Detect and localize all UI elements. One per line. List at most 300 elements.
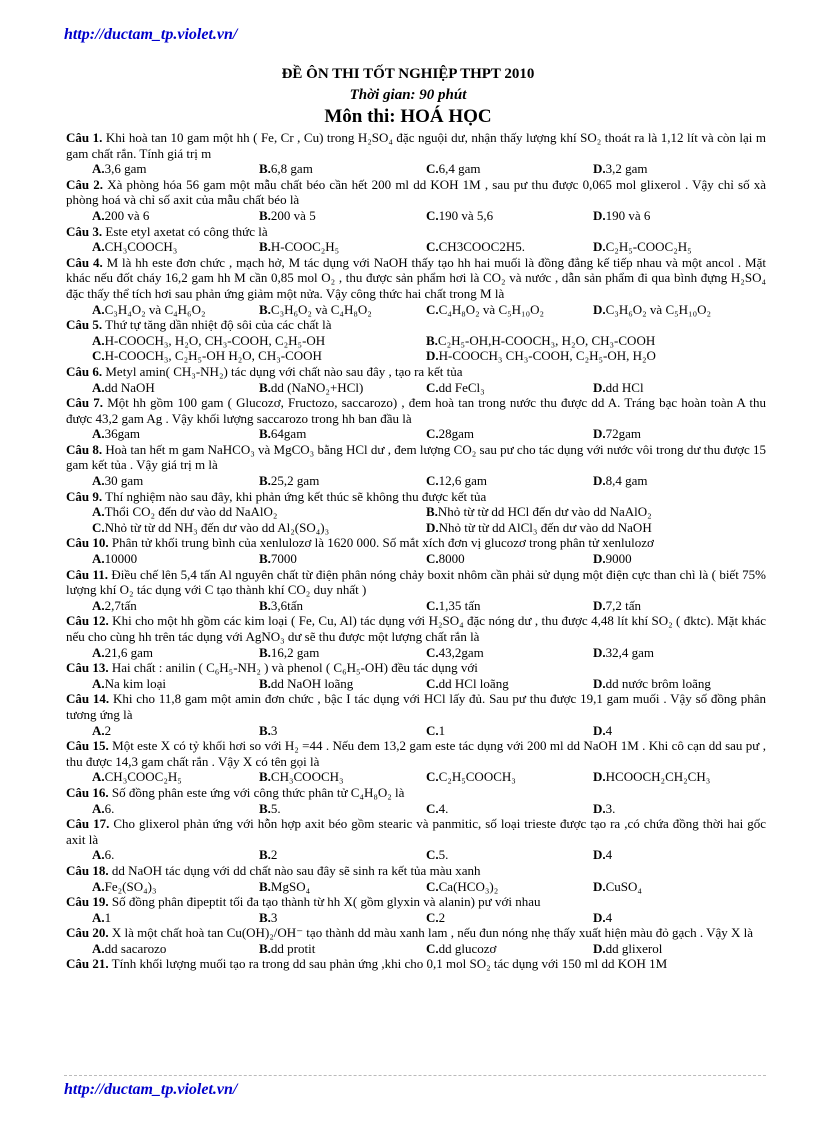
answer-option (64, 520, 398, 536)
option-text: dd NaOH (104, 379, 155, 395)
option-text: dd HCl loãng (438, 675, 509, 691)
answer-option (231, 723, 398, 739)
question-number: Câu 5. (66, 317, 103, 333)
answer-option (231, 847, 398, 863)
answer-option (64, 302, 231, 318)
option-text: C₂H₅-OH,H-COOCH₃, H₂O, CH₃-COOH (437, 332, 656, 348)
option-letter: A. (92, 551, 105, 567)
option-text: MgSO₄ (270, 878, 311, 894)
option-letter: C. (426, 847, 439, 863)
option-letter: B. (259, 722, 271, 738)
option-letter: D. (426, 348, 439, 364)
option-letter: A. (92, 239, 105, 255)
question-text (64, 535, 766, 551)
option-letter: C. (426, 551, 439, 567)
question-14 (64, 691, 766, 738)
option-text: Ca(HCO₃)₂ (438, 878, 499, 894)
answer-option (64, 941, 231, 957)
option-letter: D. (593, 239, 606, 255)
question-stem: Thứ tự tăng dần nhiệt độ sôi của các chất là (102, 317, 332, 333)
question-number: Câu 9. (66, 488, 103, 504)
option-text: C₂H₅-COOC₂H₅ (605, 239, 692, 255)
option-text: dd sacarozo (104, 940, 167, 956)
answer-option (231, 645, 398, 661)
answer-option (565, 598, 732, 614)
answer-option (398, 676, 565, 692)
option-letter: C. (426, 878, 439, 894)
option-row (64, 879, 766, 895)
question-stem: Xà phòng hóa 56 gam một mẫu chất béo cần hết 200 ml dd KOH 1M , sau pư thu được 0,065 mol glixerol . Vậy chỉ số xà phòng hoá và chỉ số axit của mẫu chất béo là (66, 176, 766, 208)
option-letter: A. (92, 161, 105, 177)
option-letter: B. (259, 769, 271, 785)
option-text: 2,7tấn (104, 597, 137, 613)
answer-option (398, 645, 565, 661)
answer-option (398, 302, 565, 318)
option-row (64, 723, 766, 739)
question-stem: Số đồng phân đipeptit tối đa tạo thành từ hh X( gồm glyxin và alanin) pư với nhau (108, 894, 541, 910)
option-row (64, 473, 766, 489)
option-letter: B. (259, 644, 271, 660)
answer-option (398, 520, 732, 536)
option-letter: A. (92, 722, 105, 738)
option-letter: B. (259, 301, 271, 317)
option-row (64, 380, 766, 396)
question-15 (64, 738, 766, 785)
option-text: Nhỏ từ từ dd NH₃ đến dư vào dd Al₂(SO₄)₃ (104, 519, 330, 535)
option-letter: B. (259, 847, 271, 863)
answer-option (231, 208, 398, 224)
option-text: 7,2 tấn (605, 597, 642, 613)
option-letter: D. (593, 207, 606, 223)
question-17 (64, 816, 766, 863)
option-letter: C. (426, 239, 439, 255)
answer-option (565, 676, 732, 692)
option-text: 6,8 gam (270, 161, 313, 177)
option-letter: B. (259, 878, 271, 894)
question-stem: Phân tử khối trung bình của xenlulozơ là 1620 000. Số mắt xích đơn vị glucozơ trong phân tử xenlulozơ (108, 535, 654, 551)
option-letter: C. (426, 301, 439, 317)
option-text: 21,6 gam (104, 644, 154, 660)
question-number: Câu 11. (66, 566, 109, 582)
option-text: 2 (104, 722, 112, 738)
option-letter: A. (92, 301, 105, 317)
option-text: 6. (104, 800, 115, 816)
answer-option (565, 473, 732, 489)
question-4 (64, 255, 766, 317)
answer-option (64, 348, 398, 364)
question-stem: Este etyl axetat có công thức là (102, 223, 268, 239)
option-letter: C. (426, 909, 439, 925)
question-number: Câu 10. (66, 535, 109, 551)
option-letter: A. (92, 426, 105, 442)
option-text: 64gam (270, 426, 307, 442)
option-letter: A. (92, 207, 105, 223)
option-letter: C. (92, 348, 105, 364)
answer-option (231, 769, 398, 785)
question-7 (64, 395, 766, 442)
answer-option (398, 473, 565, 489)
option-text: 4. (438, 800, 449, 816)
option-letter: B. (259, 239, 271, 255)
question-stem: Điều chế lên 5,4 tấn Al nguyên chất từ điện phân nóng chảy boxit nhôm cần phải sử dụng một điện cực than chì là ( biết 75% lượng khí O₂ tác dụng với C tạo thành khí CO₂ duy nhất ) (66, 566, 767, 598)
option-text: 8,4 gam (605, 473, 648, 489)
option-letter: A. (92, 769, 105, 785)
option-text: 3. (605, 800, 616, 816)
question-text (64, 863, 766, 879)
exam-title: ĐỀ ÔN THI TỐT NGHIỆP THPT 2010 (281, 66, 535, 82)
answer-option (398, 504, 732, 520)
option-letter: A. (92, 473, 105, 489)
question-text (64, 177, 766, 208)
answer-option (398, 847, 565, 863)
question-13 (64, 660, 766, 691)
option-text: dd glixerol (605, 940, 663, 956)
answer-option (565, 161, 732, 177)
option-letter: C. (426, 426, 439, 442)
answer-option (64, 504, 398, 520)
option-letter: C. (426, 161, 439, 177)
question-number: Câu 21. (66, 956, 109, 972)
option-letter: B. (259, 207, 271, 223)
option-row (64, 645, 766, 661)
question-text (64, 442, 766, 473)
question-text (64, 785, 766, 801)
option-row (64, 239, 766, 255)
option-row (64, 504, 766, 535)
option-text: 6. (104, 847, 115, 863)
option-text: CuSO₄ (605, 878, 642, 894)
option-text: HCOOCH₂CH₂CH₃ (605, 769, 711, 785)
option-text: 3,6 gam (104, 161, 147, 177)
option-text: 36gam (104, 426, 141, 442)
option-letter: C. (426, 473, 439, 489)
option-letter: C. (426, 722, 439, 738)
option-text: 3,6tấn (270, 597, 304, 613)
question-8 (64, 442, 766, 489)
question-number: Câu 1. (66, 130, 103, 145)
option-row (64, 161, 766, 177)
question-number: Câu 12. (66, 613, 109, 629)
option-letter: D. (426, 519, 439, 535)
option-row (64, 208, 766, 224)
option-letter: B. (426, 332, 438, 348)
option-letter: B. (259, 800, 271, 816)
option-letter: A. (92, 597, 105, 613)
question-text (64, 738, 766, 769)
question-text (64, 567, 766, 598)
option-text: 200 và 6 (104, 207, 150, 223)
question-number: Câu 13. (66, 660, 109, 676)
answer-option (565, 239, 732, 255)
option-text: dd protit (270, 940, 316, 956)
option-text: 43,2gam (438, 644, 484, 660)
option-letter: D. (593, 473, 606, 489)
answer-option (565, 801, 732, 817)
answer-option (398, 426, 565, 442)
option-text: 5. (270, 800, 281, 816)
option-letter: B. (259, 551, 271, 567)
option-letter: A. (92, 878, 105, 894)
question-text (64, 925, 766, 941)
option-text: 4 (605, 847, 613, 863)
option-text: 4 (605, 909, 613, 925)
question-text (64, 956, 766, 972)
option-letter: D. (593, 847, 606, 863)
option-letter: A. (92, 675, 105, 691)
option-text: H-COOC₂H₅ (270, 239, 340, 255)
option-text: Nhỏ từ từ dd AlCl₃ đến dư vào dd NaOH (438, 519, 652, 535)
answer-option (64, 333, 398, 349)
option-letter: A. (92, 332, 105, 348)
option-letter: D. (593, 675, 606, 691)
option-text: 9000 (605, 551, 632, 567)
answer-option (64, 380, 231, 396)
answer-option (64, 676, 231, 692)
question-3 (64, 224, 766, 255)
option-letter: D. (593, 551, 606, 567)
answer-option (398, 333, 732, 349)
option-text: 25,2 gam (270, 473, 320, 489)
answer-option (64, 645, 231, 661)
question-number: Câu 8. (66, 441, 103, 457)
option-letter: B. (259, 675, 271, 691)
answer-option (64, 769, 231, 785)
question-stem: Khi cho 11,8 gam một amin đơn chức , bậc I tác dụng với HCl lấy đủ. Sau pư thu được 19,1 gam muối . Vậy số đồng phân tương ứng là (66, 691, 766, 722)
answer-option (231, 161, 398, 177)
answer-option (64, 239, 231, 255)
question-stem: M là hh este đơn chức , mạch hở, M tác dụng với NaOH thấy tạo hh hai muối là đồng đẳng kế tiếp nhau và một ancol . Mặt khác nếu đốt cháy 16,2 gam hh M cần 0,85 mol O₂ , thu được sản phẩm hơi là CO₂ và nước , dẫn sản phẩm đi qua bình đựng H₂SO₄ đặc thấy thể tích hơi sau phản ứng giảm một nửa. Vậy công thức hai chất trong M là (66, 254, 766, 301)
option-letter: B. (259, 909, 271, 925)
option-letter: A. (92, 379, 105, 395)
option-letter: D. (593, 644, 606, 660)
answer-option (64, 208, 231, 224)
question-number: Câu 20. (66, 925, 109, 941)
option-text: CH3COOC2H5. (438, 239, 525, 255)
option-letter: D. (593, 379, 606, 395)
answer-option (398, 598, 565, 614)
question-number: Câu 7. (66, 395, 104, 411)
option-text: 32,4 gam (605, 644, 655, 660)
option-text: 3,2 gam (605, 161, 648, 177)
answer-option (64, 426, 231, 442)
option-letter: D. (593, 769, 606, 785)
option-text: H-COOCH₃ CH₃-COOH, C₂H₅-OH, H₂O (438, 348, 656, 364)
question-number: Câu 2. (66, 176, 104, 192)
footer-link[interactable]: http://ductam_tp.violet.vn/ (64, 1081, 238, 1098)
question-1 (64, 130, 766, 177)
question-list (64, 130, 766, 972)
question-20 (64, 925, 766, 956)
option-letter: A. (92, 504, 105, 520)
option-text: 1 (438, 722, 446, 738)
option-letter: B. (259, 161, 271, 177)
option-row (64, 801, 766, 817)
answer-option (565, 551, 732, 567)
question-9 (64, 489, 766, 536)
answer-option (231, 676, 398, 692)
header-link[interactable]: http://ductam_tp.violet.vn/ (64, 26, 238, 43)
question-number: Câu 3. (66, 223, 103, 239)
option-letter: C. (426, 675, 439, 691)
answer-option (398, 910, 565, 926)
exam-subject: Môn thi: HOÁ HỌC (324, 106, 492, 127)
option-row (64, 676, 766, 692)
option-row (64, 551, 766, 567)
option-letter: A. (92, 644, 105, 660)
option-text: dd nước brôm loãng (605, 675, 711, 691)
option-row (64, 598, 766, 614)
question-18 (64, 863, 766, 894)
question-stem: Hoà tan hết m gam NaHCO₃ và MgCO₃ bằng HCl dư , đem lượng CO₂ sau pư cho tác dụng với nước vôi trong dư thu được 15 gam kết tủa . Vậy giá trị m là (66, 441, 767, 473)
answer-option (398, 941, 565, 957)
option-text: C₂H₅COOCH₃ (438, 769, 516, 785)
option-text: 2 (438, 909, 446, 925)
question-text (64, 816, 766, 847)
question-stem: Metyl amin( CH₃-NH₂) tác dụng với chất nào sau đây , tạo ra kết tủa (102, 363, 463, 379)
option-text: 2 (270, 847, 278, 863)
option-text: dd (NaNO₂+HCl) (270, 379, 364, 395)
option-text: C₃H₆O₂ và C₄H₈O₂ (270, 301, 372, 317)
answer-option (398, 723, 565, 739)
answer-option (64, 879, 231, 895)
option-text: Thổi CO₂ đến dư vào dd NaAlO₂ (104, 504, 278, 520)
option-letter: C. (426, 769, 439, 785)
answer-option (398, 208, 565, 224)
option-text: CH₃COOCH₃ (270, 769, 344, 785)
question-stem: Khi hoà tan 10 gam một hh ( Fe, Cr , Cu) trong H₂SO₄ đặc nguội dư, nhận thấy lượng khí SO₂ thoát ra là 1,12 lít và còn lại m gam chất rắn. Tính giá trị m (66, 130, 766, 161)
option-letter: D. (593, 878, 606, 894)
question-stem: Tính khối lượng muối tạo ra trong dd sau phản ứng ,khi cho 0,1 mol SO₂ tác dụng với 150 ml dd KOH 1M (108, 956, 668, 972)
option-text: dd FeCl₃ (438, 379, 485, 395)
answer-option (565, 879, 732, 895)
option-letter: D. (593, 301, 606, 317)
answer-option (64, 598, 231, 614)
question-2 (64, 177, 766, 224)
option-text: dd NaOH loãng (270, 675, 354, 691)
option-text: 28gam (438, 426, 475, 442)
answer-option (398, 161, 565, 177)
option-text: H-COOCH₃, C₂H₅-OH H₂O, CH₃-COOH (104, 348, 322, 364)
option-letter: D. (593, 940, 606, 956)
question-number: Câu 18. (66, 862, 109, 878)
option-text: 190 và 6 (605, 207, 651, 223)
option-letter: C. (426, 644, 439, 660)
question-text (64, 364, 766, 380)
question-number: Câu 14. (66, 691, 110, 707)
option-text: dd HCl (605, 379, 644, 395)
question-number: Câu 15. (66, 738, 109, 754)
option-letter: B. (426, 504, 438, 520)
option-letter: C. (426, 597, 439, 613)
option-letter: D. (593, 800, 606, 816)
question-text (64, 894, 766, 910)
option-text: Na kim loại (104, 675, 167, 691)
answer-option (231, 473, 398, 489)
question-number: Câu 17. (66, 816, 110, 832)
option-letter: C. (426, 940, 439, 956)
question-stem: Hai chất : anilin ( C₆H₅-NH₂ ) và phenol ( C₆H₅-OH) đều tác dụng với (108, 660, 478, 676)
footer-divider (64, 1075, 766, 1076)
question-stem: X là một chất hoà tan Cu(OH)₂/OH⁻ tạo thành dd màu xanh lam , nếu đun nóng nhẹ thấy xuất hiện màu đỏ gạch . Vậy X là (108, 925, 754, 941)
answer-option (565, 910, 732, 926)
question-text (64, 255, 766, 302)
question-stem: Khi cho một hh gồm các kim loại ( Fe, Cu, Al) tác dụng với H₂SO₄ đặc nóng dư , thu được 4,48 lít khí SO₂ ( đktc). Mặt khác nếu cho cùng hh trên tác dụng với AgNO₃ dư sẽ thu được một lượng chất rắn là (66, 613, 766, 644)
option-letter: A. (92, 940, 105, 956)
option-text: 200 và 5 (270, 207, 316, 223)
answer-option (565, 847, 732, 863)
question-stem: dd NaOH tác dụng với dd chất nào sau đây sẽ sinh ra kết tủa màu xanh (108, 862, 481, 878)
question-text (64, 395, 766, 426)
question-12 (64, 613, 766, 660)
question-text (64, 224, 766, 240)
answer-option (565, 769, 732, 785)
answer-option (231, 941, 398, 957)
answer-option (565, 645, 732, 661)
exam-time: Thời gian: 90 phút (349, 87, 467, 103)
option-text: 8000 (438, 551, 465, 567)
option-letter: D. (593, 909, 606, 925)
question-stem: Một hh gồm 100 gam ( Glucozơ, Fructozo, saccarozo) , đem hoà tan trong nước thu được dd A. Tráng bạc hoàn toàn A thu được 43,2 gam Ag . Vậy khối lượng saccarozo trong hh ban đầu là (66, 395, 766, 426)
option-text: 5. (438, 847, 449, 863)
answer-option (398, 879, 565, 895)
option-row (64, 941, 766, 957)
answer-option (64, 161, 231, 177)
answer-option (565, 302, 732, 318)
option-text: 190 và 5,6 (438, 207, 494, 223)
option-letter: D. (593, 722, 606, 738)
question-text (64, 130, 766, 161)
answer-option (565, 208, 732, 224)
option-text: CH₃COOCH₃ (104, 239, 178, 255)
option-letter: B. (259, 379, 271, 395)
option-text: 1,35 tấn (438, 597, 481, 613)
answer-option (231, 801, 398, 817)
answer-option (64, 910, 231, 926)
answer-option (398, 801, 565, 817)
question-text (64, 691, 766, 722)
option-row (64, 333, 766, 364)
question-text (64, 489, 766, 505)
option-letter: C. (92, 519, 105, 535)
question-16 (64, 785, 766, 816)
option-text: 30 gam (104, 473, 144, 489)
question-stem: Cho glixerol phản ứng với hỗn hợp axit béo gồm stearic và panmitic, số loại trieste được tạo ra ,có chứa đồng thời hai gốc axit là (66, 816, 766, 847)
answer-option (565, 380, 732, 396)
question-21 (64, 956, 766, 972)
answer-option (231, 551, 398, 567)
answer-option (398, 380, 565, 396)
question-text (64, 660, 766, 676)
option-row (64, 302, 766, 318)
question-text (64, 317, 766, 333)
answer-option (231, 598, 398, 614)
answer-option (398, 769, 565, 785)
option-text: CH₃COOC₂H₅ (104, 769, 182, 785)
question-stem: Thí nghiệm nào sau đây, khi phản ứng kết thúc sẽ không thu được kết tủa (102, 488, 487, 504)
option-text: C₃H₆O₂ và C₅H₁₀O₂ (605, 301, 712, 317)
option-letter: C. (426, 379, 439, 395)
option-letter: A. (92, 800, 105, 816)
option-letter: A. (92, 847, 105, 863)
answer-option (64, 473, 231, 489)
option-row (64, 769, 766, 785)
option-text: 3 (270, 909, 278, 925)
answer-option (231, 879, 398, 895)
option-letter: B. (259, 597, 271, 613)
answer-option (64, 723, 231, 739)
option-row (64, 847, 766, 863)
question-10 (64, 535, 766, 566)
